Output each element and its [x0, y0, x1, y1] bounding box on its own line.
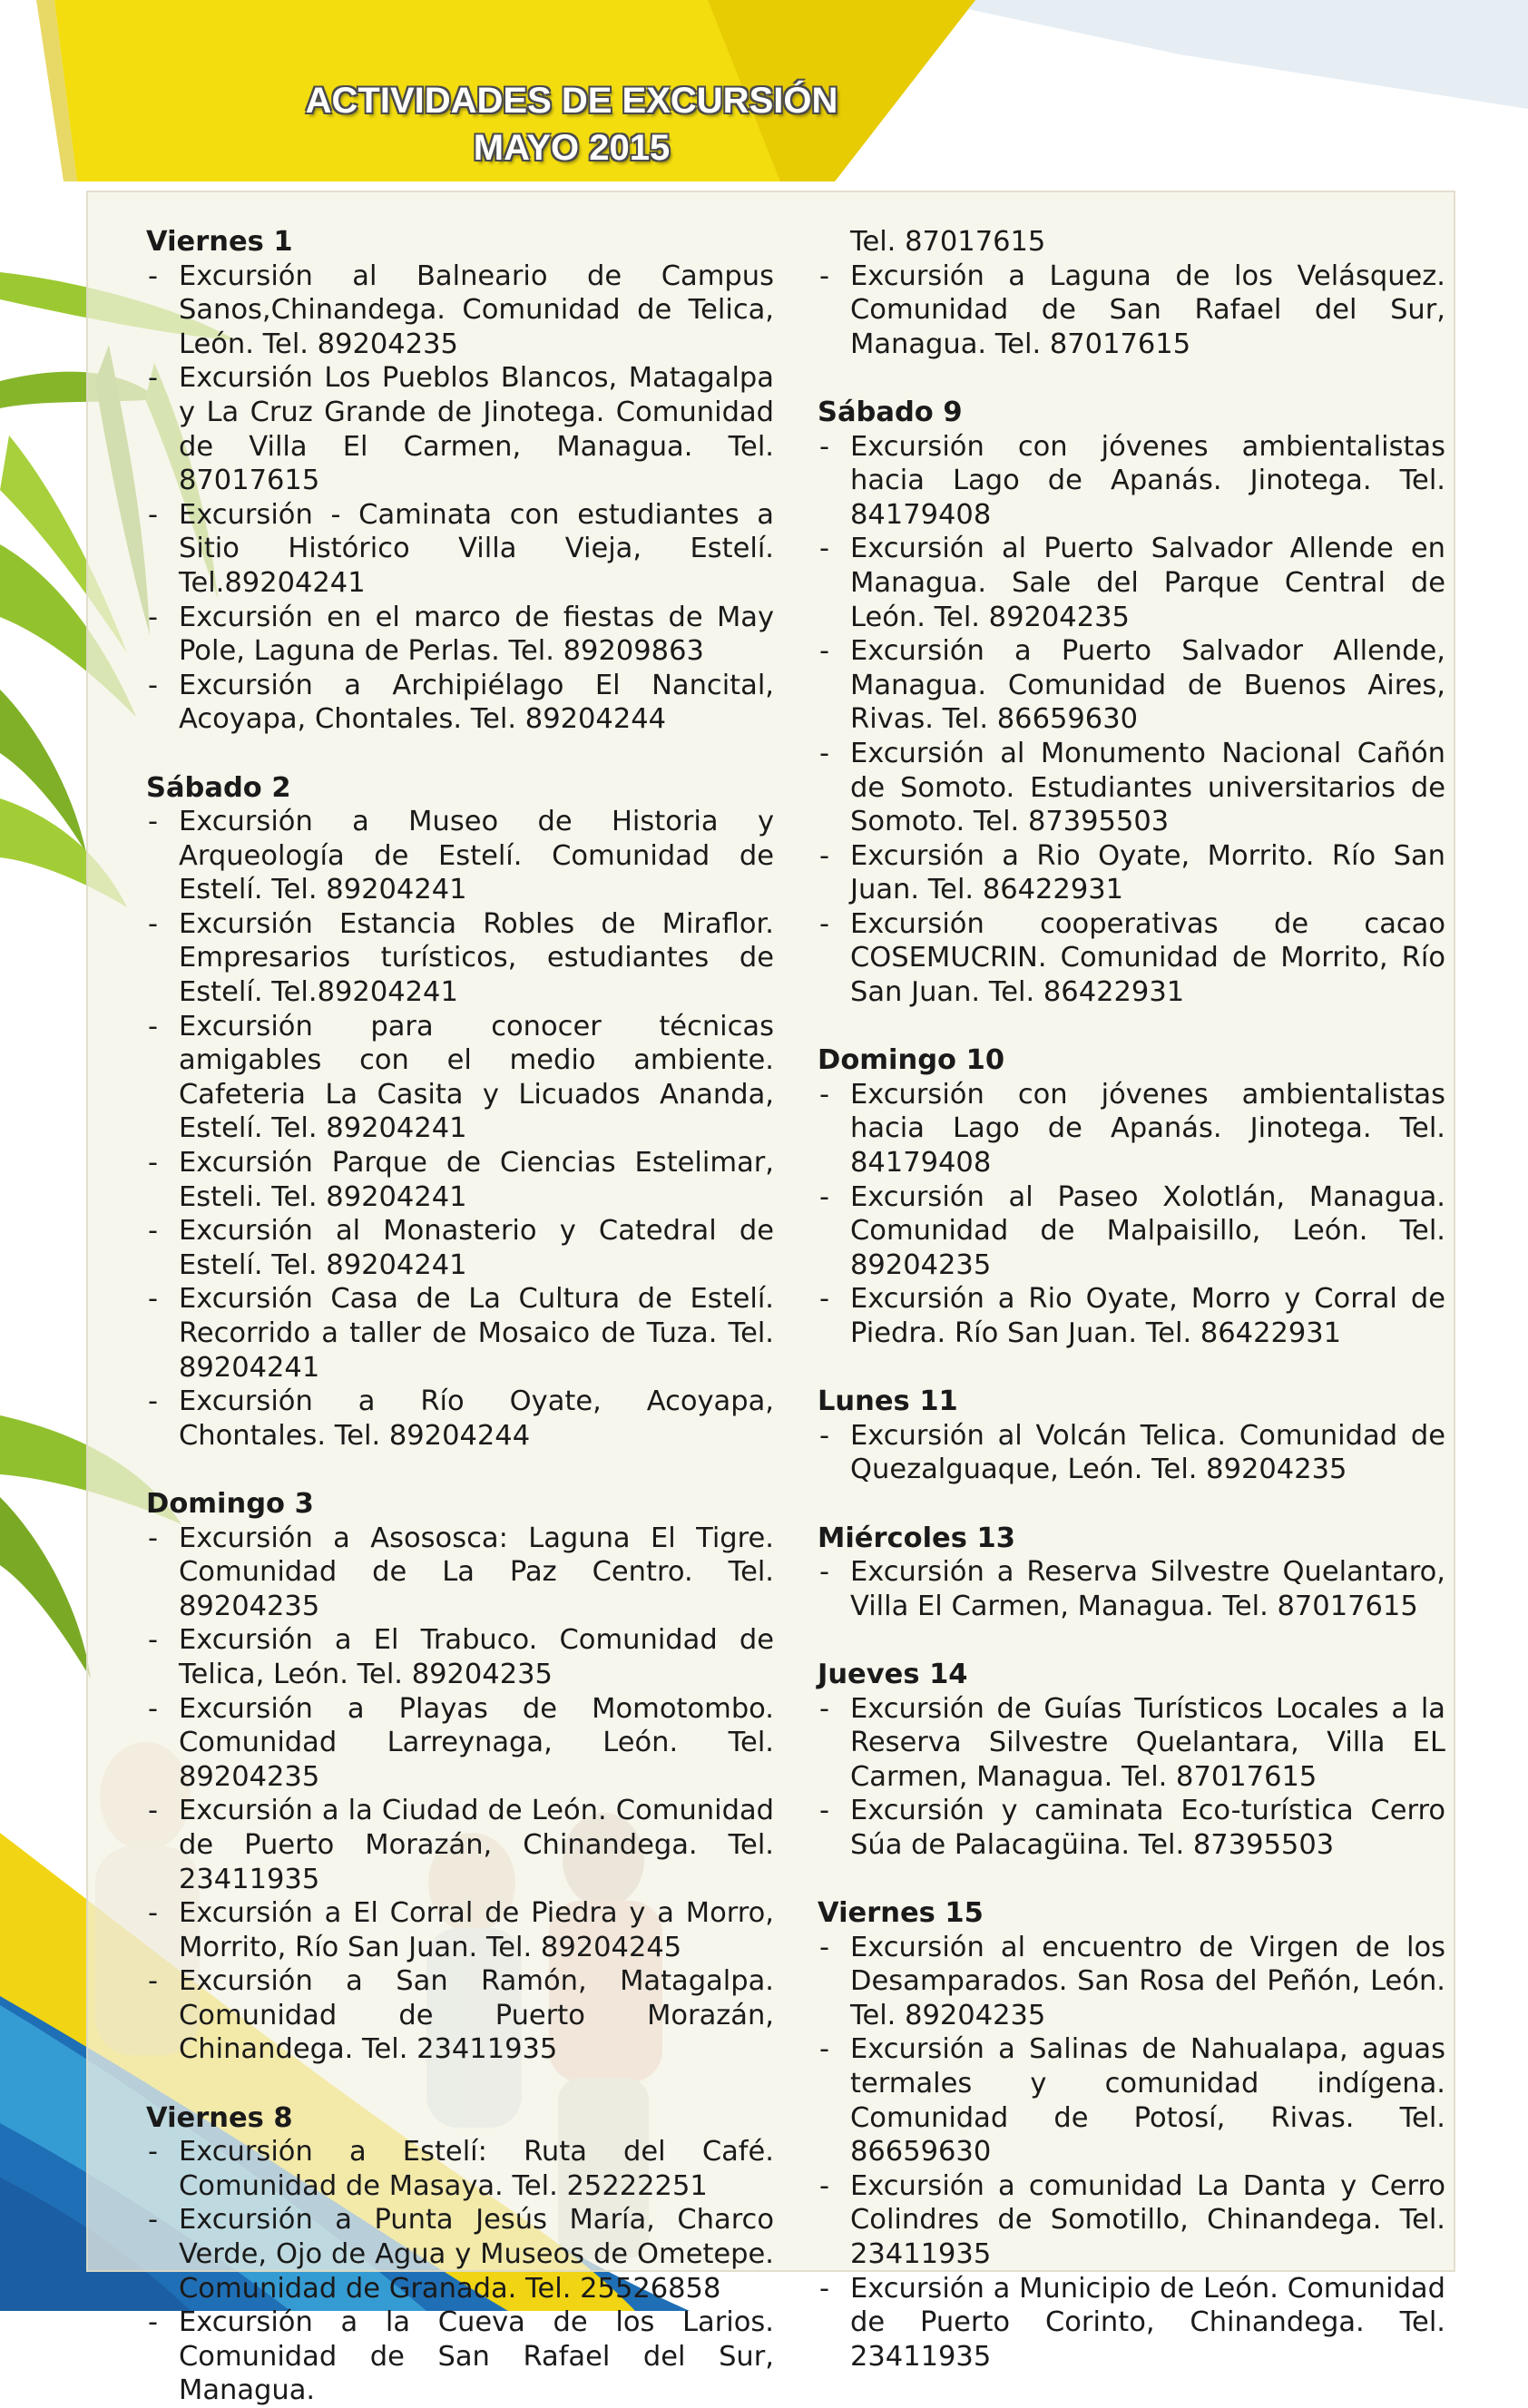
day-heading: Lunes 11	[818, 1385, 958, 1418]
activity-item: - Excursión al Puerto Salvador Allende en Managua. Sale del Parque Central de León. Tel. 89204235	[818, 532, 1445, 634]
day-section	[818, 1658, 1445, 1863]
day-heading: Jueves 14	[818, 1658, 968, 1690]
activity-list	[818, 1692, 1445, 1863]
activity-item: - Excursión a Museo de Historia y Arqueología de Estelí. Comunidad de Estelí. Tel. 89204241	[146, 805, 774, 907]
day-section	[818, 1522, 1445, 1624]
activity-item: - Excursión a Laguna de los Velásquez. Comunidad de San Rafael del Sur, Managua. Tel. 87017615	[818, 259, 1445, 362]
activity-item: - Excursión a Municipio de León. Comunidad de Puerto Corinto, Chinandega. Tel. 23411935	[818, 2272, 1445, 2374]
activity-item: - Excursión a El Trabuco. Comunidad de Telica, León. Tel. 89204235	[146, 1623, 774, 1691]
activity-item: - Excursión a Rio Oyate, Morrito. Río San Juan. Tel. 86422931	[818, 839, 1445, 907]
activity-item: - Excursión a Estelí: Ruta del Café. Comunidad de Masaya. Tel. 25222251	[146, 2135, 774, 2203]
activity-item: - Excursión a Asososca: Laguna El Tigre. Comunidad de La Paz Centro. Tel. 89204235	[146, 1522, 774, 1624]
activity-item: - Excursión Casa de La Cultura de Estelí. Recorrido a taller de Mosaico de Tuza. Tel. 89204241	[146, 1282, 774, 1385]
day-heading: Domingo 3	[146, 1487, 314, 1520]
day-heading: Miércoles 13	[818, 1522, 1015, 1554]
activity-list	[818, 1931, 1445, 2374]
activity-item: - Excursión al Balneario de Campus Sanos,Chinandega. Comunidad de Telica, León. Tel. 89204235	[146, 259, 774, 362]
activity-item: - Excursión al Paseo Xolotlán, Managua. Comunidad de Malpaisillo, León. Tel. 89204235	[818, 1180, 1445, 1283]
activity-list	[146, 805, 774, 1453]
activity-item: - Excursión con jóvenes ambientalistas hacia Lago de Apanás. Jinotega. Tel. 84179408	[818, 430, 1445, 533]
day-heading: Viernes 15	[818, 1897, 984, 1930]
left-column	[146, 225, 774, 2408]
activity-item: - Excursión Los Pueblos Blancos, Matagalpa y La Cruz Grande de Jinotega. Comunidad de Villa El Carmen, Managua. Tel. 87017615	[146, 361, 774, 497]
activity-item: - Excursión de Guías Turísticos Locales a la Reserva Silvestre Quelantara, Villa EL Carmen, Managua. Tel. 87017615	[818, 1692, 1445, 1795]
activity-item: - Excursión a Río Oyate, Acoyapa, Chontales. Tel. 89204244	[146, 1385, 774, 1453]
day-heading: Domingo 10	[818, 1044, 1005, 1077]
activity-list	[818, 430, 1445, 1010]
day-section	[146, 771, 774, 1454]
day-heading: Sábado 2	[146, 771, 291, 804]
activity-item: - Excursión - Caminata con estudiantes a Sitio Histórico Villa Vieja, Estelí. Tel.89204241	[146, 498, 774, 601]
activity-item: - Excursión cooperativas de cacao COSEMUCRIN. Comunidad de Morrito, Río San Juan. Tel. 86422931	[818, 907, 1445, 1010]
activity-item: - Excursión para conocer técnicas amigables con el medio ambiente. Cafeteria La Casita y Licuados Ananda, Estelí. Tel. 89204241	[146, 1010, 774, 1146]
day-section	[818, 396, 1445, 1010]
day-section	[818, 1385, 1445, 1487]
activity-item: - Excursión al encuentro de Virgen de los Desamparados. San Rosa del Peñón, León. Tel. 89204235	[818, 1931, 1445, 2033]
day-section	[818, 1043, 1445, 1350]
activity-item: - Excursión en el marco de fiestas de May Pole, Laguna de Perlas. Tel. 89209863	[146, 601, 774, 669]
day-heading: Viernes 8	[146, 2101, 293, 2134]
activity-item: - Excursión Estancia Robles de Miraflor. Empresarios turísticos, estudiantes de Estelí. Tel.89204241	[146, 907, 774, 1010]
activity-item: - Excursión a comunidad La Danta y Cerro Colindres de Somotillo, Chinandega. Tel. 23411935	[818, 2169, 1445, 2272]
activity-list	[818, 259, 1445, 362]
activity-item: - Excursión a la Cueva de los Larios. Comunidad de San Rafael del Sur, Managua.	[146, 2305, 774, 2408]
right-column-days	[818, 259, 1445, 2374]
activity-item: - Excursión con jóvenes ambientalistas hacia Lago de Apanás. Jinotega. Tel. 84179408	[818, 1078, 1445, 1180]
title-line-1: ACTIVIDADES DE EXCURSIÓN	[305, 81, 838, 121]
activity-list	[818, 1555, 1445, 1623]
day-section	[146, 225, 774, 737]
day-section	[818, 1896, 1445, 2374]
activity-item: - Excursión y caminata Eco-turística Cerro Súa de Palacagüina. Tel. 87395503	[818, 1794, 1445, 1862]
activity-item: - Excursión Parque de Ciencias Estelimar, Esteli. Tel. 89204241	[146, 1146, 774, 1214]
day-heading: Sábado 9	[818, 396, 963, 428]
activity-item: - Excursión a Rio Oyate, Morro y Corral de Piedra. Río San Juan. Tel. 86422931	[818, 1282, 1445, 1350]
activity-item: - Excursión a Puerto Salvador Allende, Managua. Comunidad de Buenos Aires, Rivas. Tel. 86659630	[818, 634, 1445, 737]
page-title	[0, 77, 1143, 171]
day-section	[146, 2101, 774, 2408]
activity-list	[146, 2135, 774, 2408]
activity-item: - Excursión al Monumento Nacional Cañón de Somoto. Estudiantes universitarios de Somoto. Tel. 87395503	[818, 737, 1445, 839]
activity-list	[818, 1078, 1445, 1351]
day-heading: Viernes 1	[146, 226, 293, 258]
activity-item: - Excursión a la Ciudad de León. Comunidad de Puerto Morazán, Chinandega. Tel. 23411935	[146, 1794, 774, 1896]
activity-item: - Excursión al Volcán Telica. Comunidad de Quezalguaque, León. Tel. 89204235	[818, 1419, 1445, 1487]
activity-item: - Excursión a San Ramón, Matagalpa. Comunidad de Puerto Morazán, Chinandega. Tel. 23411935	[146, 1964, 774, 2067]
activity-item: - Excursión a Salinas de Nahualapa, aguas termales y comunidad indígena. Comunidad de Potosí, Rivas. Tel. 86659630	[818, 2032, 1445, 2168]
activity-item: - Excursión al Monasterio y Catedral de Estelí. Tel. 89204241	[146, 1214, 774, 1282]
activity-item: - Excursión a Punta Jesús María, Charco Verde, Ojo de Agua y Museos de Ometepe. Comunidad de Granada. Tel. 25526858	[146, 2203, 774, 2305]
activity-list	[146, 259, 774, 737]
day-section	[146, 1487, 774, 2067]
activity-item: - Excursión a Archipiélago El Nancital, Acoyapa, Chontales. Tel. 89204244	[146, 669, 774, 737]
continued-phone: Tel. 87017615	[850, 226, 1046, 258]
activity-list	[818, 1419, 1445, 1487]
title-line-2: MAYO 2015	[473, 128, 671, 168]
activity-item: - Excursión a Playas de Momotombo. Comunidad Larreynaga, León. Tel. 89204235	[146, 1692, 774, 1795]
right-column	[818, 225, 1445, 2374]
activity-item: - Excursión a Reserva Silvestre Quelantaro, Villa El Carmen, Managua. Tel. 87017615	[818, 1555, 1445, 1623]
day-section	[818, 259, 1445, 362]
activity-list	[146, 1522, 774, 2068]
activity-item: - Excursión a El Corral de Piedra y a Morro, Morrito, Río San Juan. Tel. 89204245	[146, 1896, 774, 1964]
